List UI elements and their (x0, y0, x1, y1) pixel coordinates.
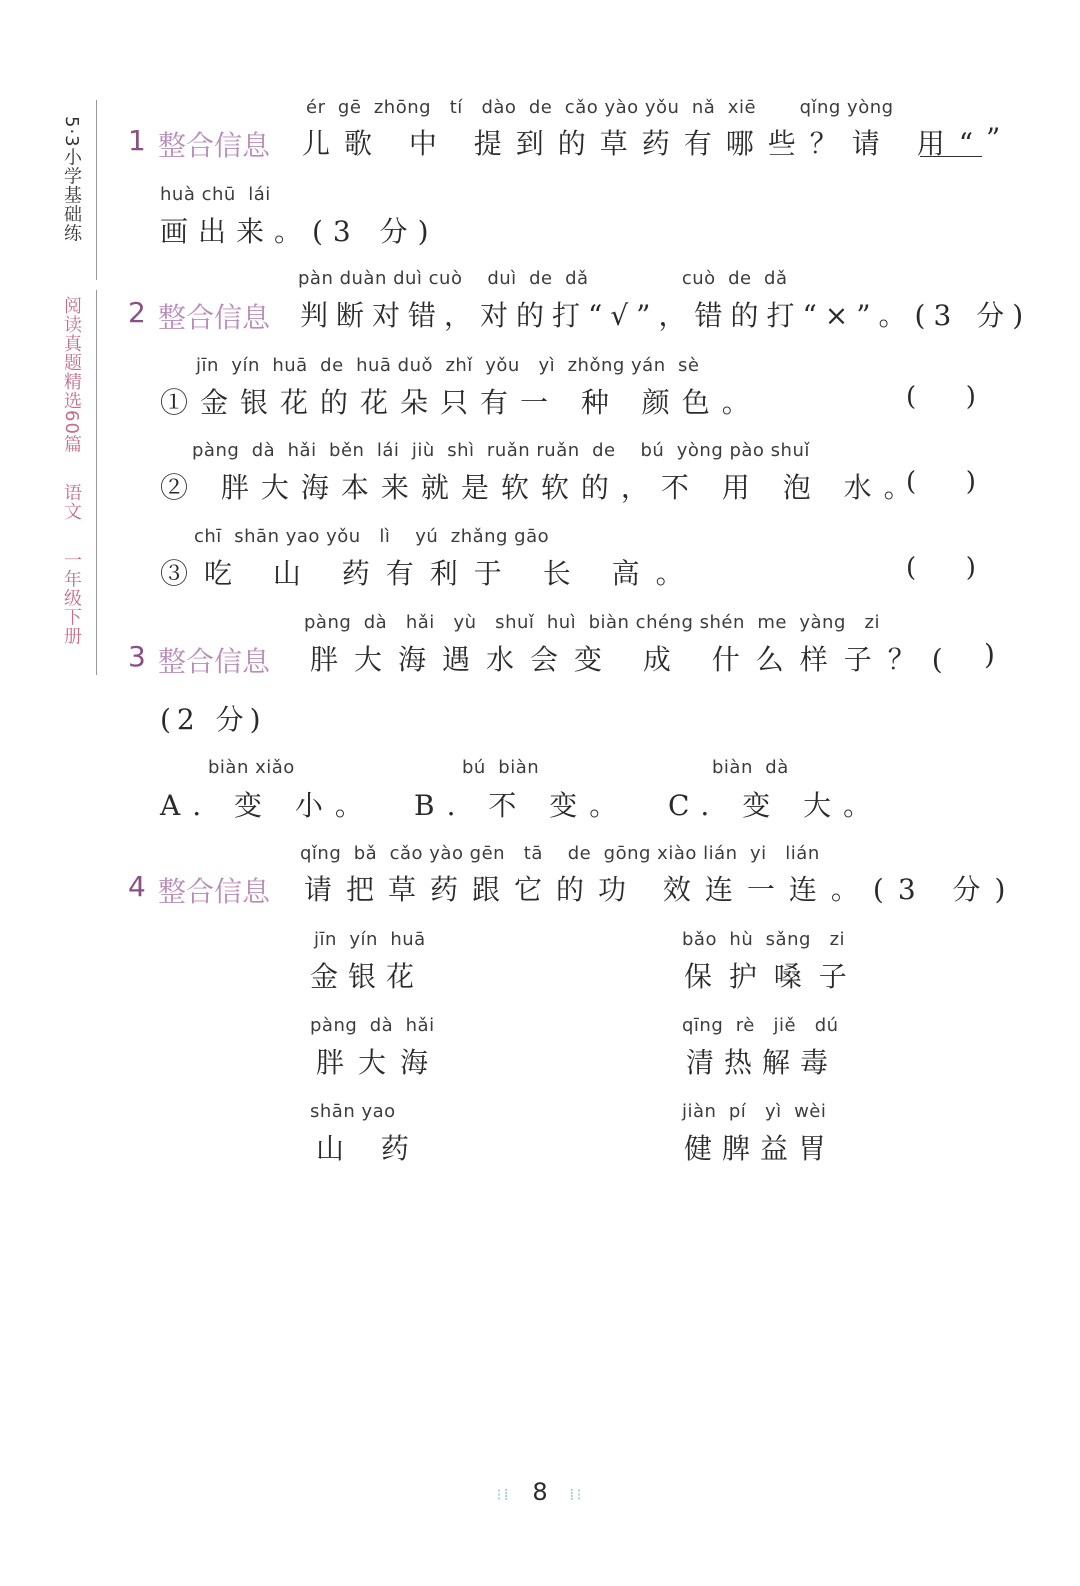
q2-item1-text: ①金银花的花朵只有一 种 颜色。 (160, 386, 762, 419)
q1-pinyin-line1: ér gē zhōng tí dào de cǎo yào yǒu nǎ xiē qǐng yòng (306, 97, 894, 118)
grade-name: 一年级下册 (61, 550, 82, 646)
q3-paren-close[interactable]: ) (984, 638, 995, 671)
q1-answer-blank[interactable] (920, 156, 982, 157)
book-brand: 5·3小学基础练 (61, 116, 82, 243)
q4-right2-pinyin: qīng rè jiě dú (682, 1015, 839, 1036)
q2-item1-answer[interactable]: ( ) (906, 382, 976, 412)
q2-pinyin: pàn duàn duì cuò duì de dǎ cuò de dǎ (298, 268, 788, 289)
q3-option-b-pinyin: bú biàn (462, 757, 540, 778)
page-number: 8 (532, 1478, 548, 1506)
q4-left2[interactable]: 胖大海 (316, 1046, 443, 1079)
spine-divider-bottom (96, 290, 97, 675)
q2-item2-answer[interactable]: ( ) (906, 467, 976, 497)
q2-item2-pinyin: pàng dà hǎi běn lái jiù shì ruǎn ruǎn de bú yòng pào shuǐ (192, 440, 810, 461)
q1-close-quote: ” (986, 122, 1001, 155)
q3-option-c-pinyin: biàn dà (712, 757, 789, 778)
q1-text-line1: 儿歌 中 提到的草药有哪些？请 用“ (302, 127, 988, 160)
q4-pinyin: qǐng bǎ cǎo yào gēn tā de gōng xiào lián yi lián (300, 843, 820, 864)
q2-item3-pinyin: chī shān yao yǒu lì yú zhǎng gāo (194, 526, 550, 547)
q4-label: 整合信息 (158, 875, 271, 908)
q1-text-line2: 画出来。(3 分) (160, 215, 439, 248)
book-series (56, 296, 86, 676)
q4-right2[interactable]: 清热解毒 (686, 1046, 839, 1079)
q1-label: 整合信息 (158, 129, 271, 162)
q3-option-b[interactable]: B. 不 变。 (414, 789, 630, 822)
q2-item1-pinyin: jīn yín huā de huā duǒ zhǐ yǒu yì zhǒng yán sè (196, 355, 700, 376)
q3-option-c[interactable]: C. 变 大。 (668, 789, 884, 822)
q2-item3-text: ③吃 山 药有利于 长 高。 (160, 557, 700, 590)
q4-right1[interactable]: 保 护 嗓 子 (684, 960, 851, 993)
q4-left1[interactable]: 金银花 (310, 960, 425, 993)
spine-divider-top (96, 100, 97, 280)
page-ornament-left-icon: ⁝⁞ (496, 1485, 511, 1504)
q3-option-a-pinyin: biàn xiǎo (208, 757, 295, 778)
q4-left3-pinyin: shān yao (310, 1101, 396, 1122)
q3-score: (2 分) (160, 703, 267, 736)
q2-text: 判断对错，对的打“√”，错的打“×”。(3 分) (300, 299, 1032, 332)
q2-item3-answer[interactable]: ( ) (906, 553, 976, 583)
q4-number: 4 (128, 870, 146, 903)
q4-right1-pinyin: bǎo hù sǎng zi (682, 929, 846, 950)
q1-number: 1 (128, 124, 146, 157)
q1-pinyin-line2: huà chū lái (160, 184, 271, 205)
q3-option-a[interactable]: A. 变 小。 (160, 789, 375, 822)
page-number-block (0, 1478, 1080, 1506)
q4-text: 请把草药跟它的功 效连一连。(3 分) (304, 873, 1020, 906)
q4-left3[interactable]: 山 药 (316, 1132, 423, 1165)
q4-right3-pinyin: jiàn pí yì wèi (682, 1101, 827, 1122)
series-title: 阅读真题精选60篇 (61, 296, 82, 454)
q4-right3[interactable]: 健脾益胃 (684, 1132, 837, 1165)
page-ornament-right-icon: ⁞⁝ (569, 1485, 584, 1504)
q2-number: 2 (128, 296, 146, 329)
q2-label: 整合信息 (158, 301, 271, 334)
q3-pinyin: pàng dà hǎi yù shuǐ huì biàn chéng shén me yàng zi (304, 612, 880, 633)
subject-name: 语文 (61, 483, 82, 522)
q3-text: 胖大海遇水会变 成 什么样子？( (310, 643, 959, 676)
q2-item2-text: ② 胖大海本来就是软软的，不 用 泡 水。 (160, 471, 924, 504)
q3-number: 3 (128, 640, 146, 673)
q3-label: 整合信息 (158, 645, 271, 678)
q4-left1-pinyin: jīn yín huā (314, 929, 426, 950)
q4-left2-pinyin: pàng dà hǎi (310, 1015, 435, 1036)
